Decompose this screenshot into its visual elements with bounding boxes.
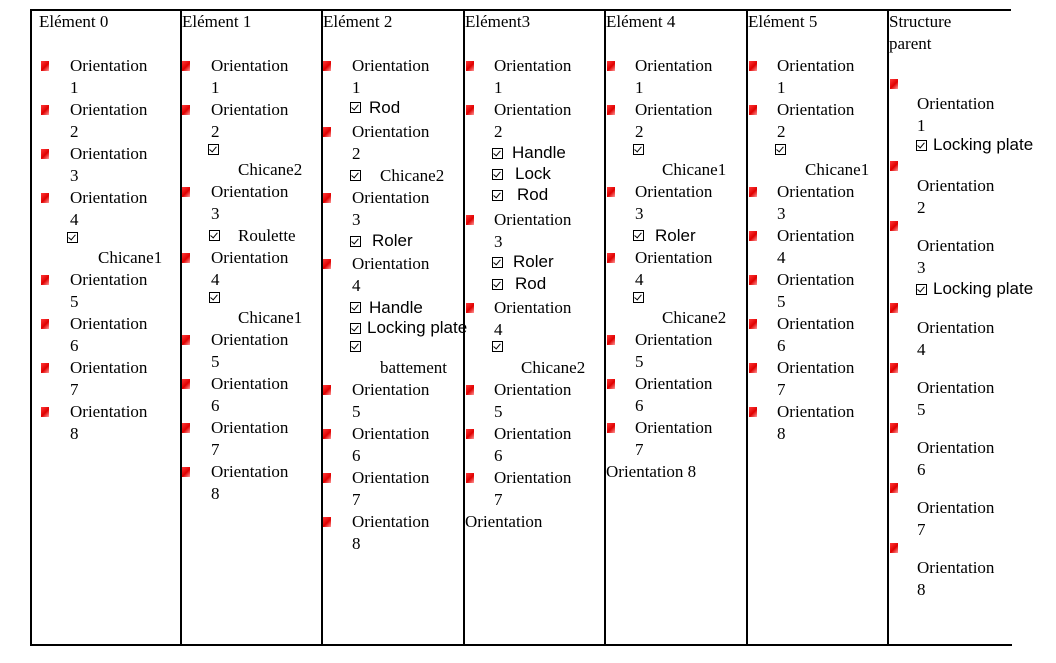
bullet-icon xyxy=(323,429,331,439)
list-item: Orientation xyxy=(70,358,148,377)
bullet-icon xyxy=(890,79,898,89)
bullet-icon xyxy=(890,543,898,553)
bullet-icon xyxy=(41,319,49,329)
list-item: 6 xyxy=(635,396,644,415)
list-item: 1 xyxy=(917,116,926,135)
bullet-icon xyxy=(323,473,331,483)
list-item: Handle xyxy=(369,298,423,317)
list-item: 8 xyxy=(211,484,220,503)
list-item: 1 xyxy=(635,78,644,97)
list-item: Orientation xyxy=(211,330,289,349)
list-item: 5 xyxy=(211,352,220,371)
list-item: 8 xyxy=(777,424,786,443)
list-item: 4 xyxy=(635,270,644,289)
list-item: 4 xyxy=(211,270,220,289)
list-item: Orientation xyxy=(917,236,995,255)
list-item: Orientation xyxy=(635,418,713,437)
list-item: 3 xyxy=(777,204,786,223)
checkbox-icon xyxy=(916,140,927,151)
list-item: 5 xyxy=(777,292,786,311)
list-item: Orientation xyxy=(494,468,572,487)
list-item: Chicane2 xyxy=(662,308,727,327)
bullet-icon xyxy=(607,187,615,197)
list-item: 8 xyxy=(352,534,361,553)
bullet-icon xyxy=(607,423,615,433)
list-item: 7 xyxy=(211,440,220,459)
bullet-icon xyxy=(182,187,190,197)
bullet-icon xyxy=(890,483,898,493)
column-divider-2 xyxy=(321,10,323,646)
list-item: Rod xyxy=(517,185,549,204)
bullet-icon xyxy=(323,259,331,269)
list-item: Orientation xyxy=(352,188,430,207)
list-item: 5 xyxy=(352,402,361,421)
list-item: Orientation xyxy=(917,176,995,195)
list-item: Orientation xyxy=(352,254,430,273)
checkbox-icon xyxy=(67,232,78,243)
column-5-title: Elément 5 xyxy=(748,12,818,31)
checkbox-icon xyxy=(492,169,503,180)
list-item: Orientation xyxy=(494,210,572,229)
list-item: 6 xyxy=(777,336,786,355)
bullet-icon xyxy=(607,379,615,389)
list-item: Orientation xyxy=(494,298,572,317)
list-item: 1 xyxy=(352,78,361,97)
list-item: Orientation xyxy=(70,270,148,289)
bullet-icon xyxy=(41,363,49,373)
bullet-icon xyxy=(607,335,615,345)
bullet-icon xyxy=(466,215,474,225)
list-item: Orientation xyxy=(70,402,148,421)
list-item: Orientation xyxy=(70,314,148,333)
bullet-icon xyxy=(749,275,757,285)
bullet-icon xyxy=(466,473,474,483)
bullet-icon xyxy=(41,105,49,115)
bullet-icon xyxy=(890,303,898,313)
column-divider-6 xyxy=(887,10,889,646)
list-item: Orientation xyxy=(777,270,855,289)
list-item: 2 xyxy=(352,144,361,163)
list-item: Orientation xyxy=(917,438,995,457)
list-item: 1 xyxy=(494,78,503,97)
list-item: 4 xyxy=(352,276,361,295)
checkbox-icon xyxy=(209,230,220,241)
bullet-icon xyxy=(41,61,49,71)
list-item: Orientation xyxy=(777,226,855,245)
list-item: 7 xyxy=(70,380,79,399)
bullet-icon xyxy=(749,231,757,241)
list-item: Orientation xyxy=(494,56,572,75)
list-item: Orientation xyxy=(352,424,430,443)
list-item: Orientation xyxy=(777,314,855,333)
bullet-icon xyxy=(466,303,474,313)
checkbox-icon xyxy=(492,341,503,352)
bullet-icon xyxy=(41,407,49,417)
list-item: 5 xyxy=(635,352,644,371)
checkbox-icon xyxy=(350,170,361,181)
table-bottom-border xyxy=(30,644,1012,646)
bullet-icon xyxy=(749,61,757,71)
checkbox-icon xyxy=(492,190,503,201)
list-item: 4 xyxy=(777,248,786,267)
list-item: Orientation xyxy=(352,468,430,487)
checkbox-icon xyxy=(350,302,361,313)
bullet-icon xyxy=(182,105,190,115)
list-item: 2 xyxy=(917,198,926,217)
list-item: Orientation xyxy=(352,512,430,531)
list-item: Orientation xyxy=(635,248,713,267)
column-4-title: Elément 4 xyxy=(606,12,676,31)
list-item: 1 xyxy=(70,78,79,97)
list-item: 6 xyxy=(70,336,79,355)
list-item: Orientation xyxy=(635,330,713,349)
list-item: Orientation xyxy=(777,402,855,421)
list-item: 1 xyxy=(777,78,786,97)
bullet-icon xyxy=(41,149,49,159)
list-item: Orientation xyxy=(211,182,289,201)
list-item: Chicane1 xyxy=(805,160,870,179)
list-item: Orientation xyxy=(917,558,995,577)
list-item: Orientation xyxy=(70,188,148,207)
list-item: Orientation xyxy=(352,56,430,75)
list-item: Roler xyxy=(372,231,413,250)
bullet-icon xyxy=(323,517,331,527)
bullet-icon xyxy=(466,429,474,439)
list-item: Orientation xyxy=(211,418,289,437)
list-item: Locking plate xyxy=(367,318,468,337)
checkbox-icon xyxy=(916,284,927,295)
list-item: Orientation xyxy=(917,94,995,113)
bullet-icon xyxy=(607,105,615,115)
list-item: Chicane1 xyxy=(662,160,727,179)
column-divider-4 xyxy=(604,10,606,646)
list-item: Orientation xyxy=(635,374,713,393)
list-item: 2 xyxy=(211,122,220,141)
list-item: Orientation xyxy=(211,56,289,75)
bullet-icon xyxy=(607,253,615,263)
column-0-title: Elément 0 xyxy=(39,12,109,31)
bullet-icon xyxy=(749,407,757,417)
checkbox-icon xyxy=(633,292,644,303)
checkbox-icon xyxy=(633,144,644,155)
list-item: 6 xyxy=(211,396,220,415)
bullet-icon xyxy=(749,363,757,373)
list-item: Orientation xyxy=(917,378,995,397)
list-item: Orientation xyxy=(465,512,543,531)
list-item: 3 xyxy=(352,210,361,229)
list-item: 6 xyxy=(352,446,361,465)
list-item: 2 xyxy=(777,122,786,141)
list-item: Orientation xyxy=(777,358,855,377)
bullet-icon xyxy=(749,187,757,197)
list-item: Orientation xyxy=(494,424,572,443)
list-item: 7 xyxy=(352,490,361,509)
checkbox-icon xyxy=(350,236,361,247)
checkbox-icon xyxy=(492,148,503,159)
bullet-icon xyxy=(466,61,474,71)
list-item: Orientation xyxy=(777,56,855,75)
bullet-icon xyxy=(41,193,49,203)
list-item: Orientation xyxy=(352,380,430,399)
bullet-icon xyxy=(182,253,190,263)
list-item: Roulette xyxy=(238,226,296,245)
list-item: 6 xyxy=(494,446,503,465)
column-2-title: Elément 2 xyxy=(323,12,393,31)
list-item: 3 xyxy=(917,258,926,277)
list-item: 3 xyxy=(494,232,503,251)
list-item: Orientation xyxy=(917,318,995,337)
bullet-icon xyxy=(182,467,190,477)
checkbox-icon xyxy=(775,144,786,155)
list-item: 4 xyxy=(494,320,503,339)
bullet-icon xyxy=(182,423,190,433)
list-item: 2 xyxy=(635,122,644,141)
list-item: 7 xyxy=(635,440,644,459)
list-item: Chicane2 xyxy=(521,358,586,377)
bullet-icon xyxy=(323,127,331,137)
list-item: 4 xyxy=(917,340,926,359)
list-item: Orientation xyxy=(635,56,713,75)
column-6-title: Structure xyxy=(889,12,952,31)
list-item: 4 xyxy=(70,210,79,229)
column-divider-0 xyxy=(30,10,32,646)
checkbox-icon xyxy=(350,323,361,334)
list-item: Orientation xyxy=(494,100,572,119)
bullet-icon xyxy=(890,363,898,373)
list-item: Orientation 8 xyxy=(606,462,697,481)
checkbox-icon xyxy=(633,230,644,241)
bullet-icon xyxy=(607,61,615,71)
column-3-title: Elément3 xyxy=(465,12,531,31)
list-item: 7 xyxy=(494,490,503,509)
list-item: 8 xyxy=(70,424,79,443)
checkbox-icon xyxy=(350,102,361,113)
list-item: 7 xyxy=(777,380,786,399)
bullet-icon xyxy=(749,105,757,115)
checkbox-icon xyxy=(350,341,361,352)
list-item: Orientation xyxy=(211,100,289,119)
list-item: 5 xyxy=(494,402,503,421)
bullet-icon xyxy=(466,105,474,115)
checkbox-icon xyxy=(492,279,503,290)
list-item: Chicane2 xyxy=(238,160,303,179)
checkbox-icon xyxy=(492,257,503,268)
list-item: Orientation xyxy=(917,498,995,517)
checkbox-icon xyxy=(209,292,220,303)
list-item: 2 xyxy=(494,122,503,141)
list-item: Orientation xyxy=(211,248,289,267)
list-item: Orientation xyxy=(211,462,289,481)
checkbox-icon xyxy=(208,144,219,155)
bullet-icon xyxy=(182,335,190,345)
bullet-icon xyxy=(890,161,898,171)
list-item: Orientation xyxy=(211,374,289,393)
bullet-icon xyxy=(323,385,331,395)
list-item: Orientation xyxy=(635,100,713,119)
bullet-icon xyxy=(466,385,474,395)
list-item: Orientation xyxy=(777,100,855,119)
list-item: Rod xyxy=(515,274,547,293)
list-item: Orientation xyxy=(494,380,572,399)
list-item: Handle xyxy=(512,143,566,162)
list-item: 5 xyxy=(917,400,926,419)
column-1-title: Elément 1 xyxy=(182,12,252,31)
list-item: Chicane1 xyxy=(98,248,163,267)
bullet-icon xyxy=(41,275,49,285)
list-item: Orientation xyxy=(70,100,148,119)
list-item: Locking plate xyxy=(933,279,1034,298)
bullet-icon xyxy=(182,379,190,389)
list-item: 8 xyxy=(917,580,926,599)
list-item: battement xyxy=(380,358,448,377)
list-item: Locking plate xyxy=(933,135,1034,154)
bullet-icon xyxy=(890,221,898,231)
list-item: Chicane1 xyxy=(238,308,303,327)
list-item: 7 xyxy=(917,520,926,539)
bullet-icon xyxy=(890,423,898,433)
bullet-icon xyxy=(182,61,190,71)
bullet-icon xyxy=(323,61,331,71)
list-item: 2 xyxy=(70,122,79,141)
list-item: 3 xyxy=(635,204,644,223)
column-divider-5 xyxy=(746,10,748,646)
bullet-icon xyxy=(749,319,757,329)
list-item: 6 xyxy=(917,460,926,479)
list-item: Roler xyxy=(655,226,696,245)
list-item: Orientation xyxy=(635,182,713,201)
list-item: 3 xyxy=(70,166,79,185)
list-item: 1 xyxy=(211,78,220,97)
list-item: Lock xyxy=(515,164,551,183)
list-item: Orientation xyxy=(352,122,430,141)
list-item: Rod xyxy=(369,98,401,117)
column-6-title: parent xyxy=(889,34,932,53)
list-item: Orientation xyxy=(70,144,148,163)
bullet-icon xyxy=(323,193,331,203)
list-item: Orientation xyxy=(70,56,148,75)
list-item: 5 xyxy=(70,292,79,311)
list-item: Roler xyxy=(513,252,554,271)
list-item: Chicane2 xyxy=(380,166,445,185)
list-item: Orientation xyxy=(777,182,855,201)
list-item: 3 xyxy=(211,204,220,223)
